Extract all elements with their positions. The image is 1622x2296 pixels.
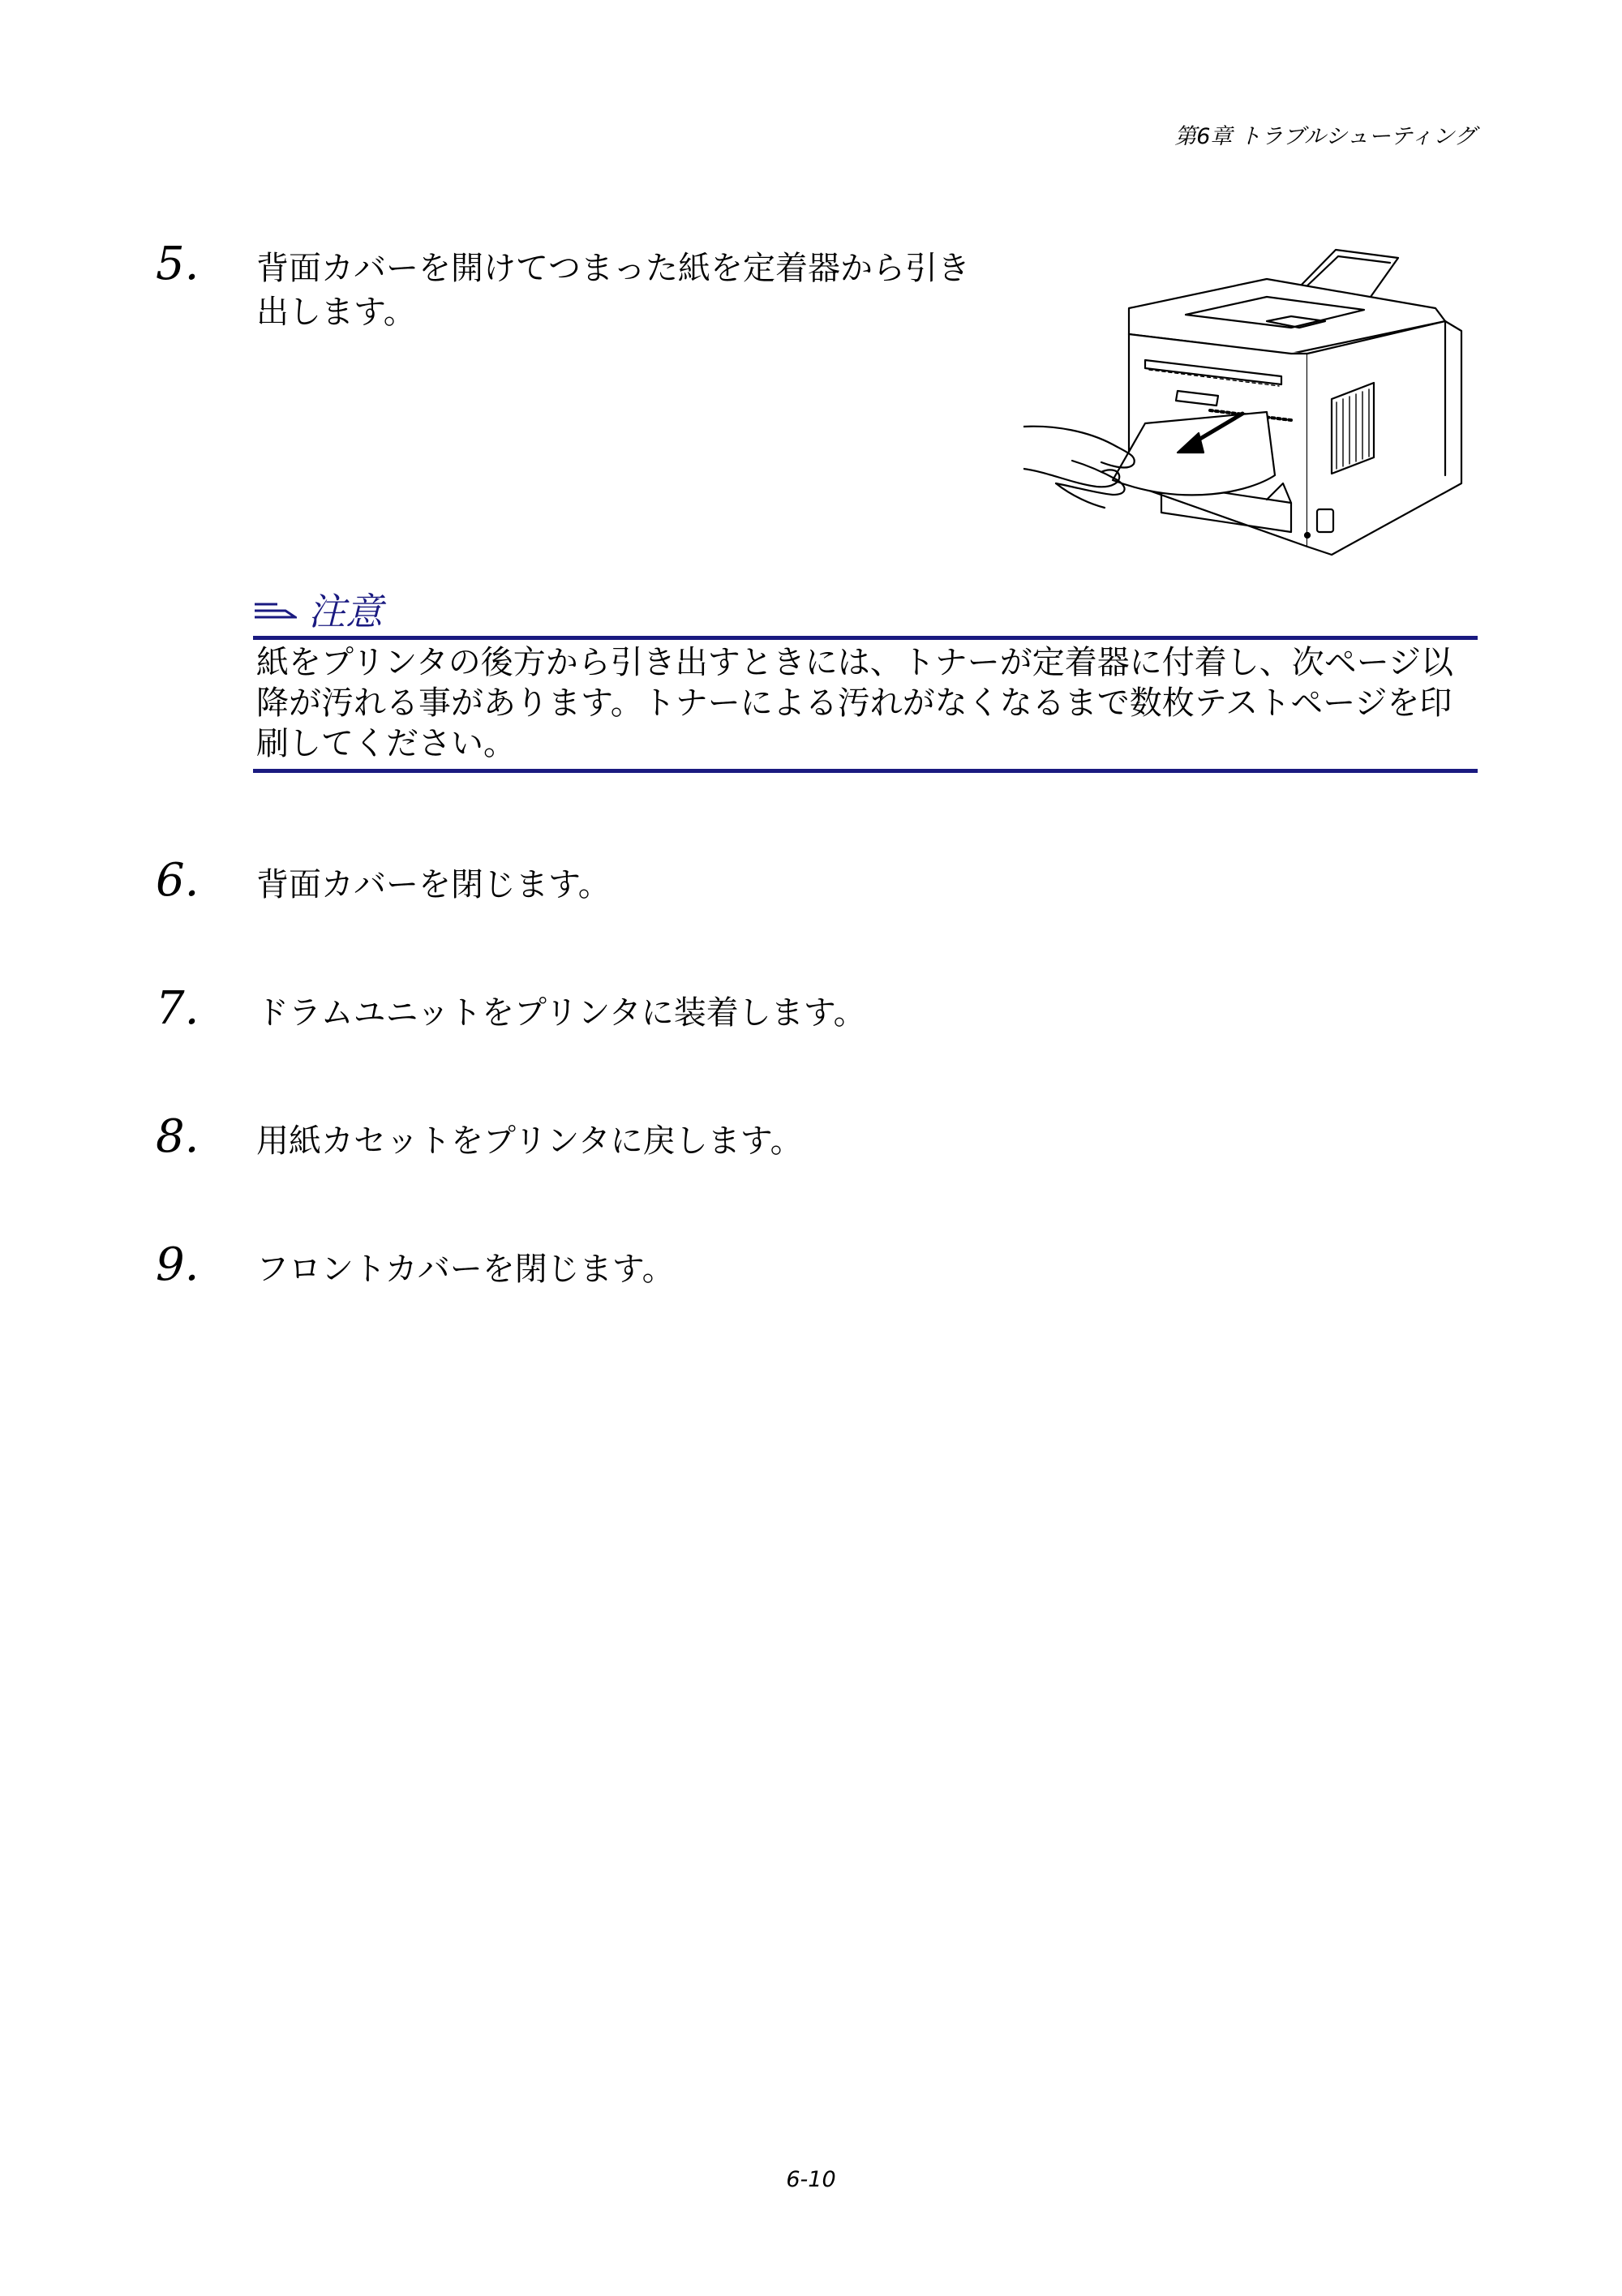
- printer-paper-jam-icon: [1023, 240, 1486, 556]
- step-text: ドラムユニットをプリンタに装着します。: [256, 994, 866, 1032]
- step-text: フロントカバーを閉じます。: [256, 1251, 675, 1288]
- step-number: 7.: [156, 982, 200, 1035]
- step-number: 9.: [156, 1238, 200, 1291]
- note-line: 刷してください。: [256, 725, 516, 762]
- note-line: 紙をプリンタの後方から引き出すときには、トナーが定着器に付着し、次ページ以: [256, 644, 1453, 681]
- chapter-header: 第6章 トラブルシューティング: [1174, 124, 1476, 149]
- step-text: 用紙カセットをプリンタに戻します。: [256, 1122, 803, 1160]
- note-body: [256, 642, 1478, 764]
- pen-icon: [253, 593, 297, 625]
- step-text: 背面カバーを閉じます。: [256, 866, 611, 903]
- step-number: 5.: [156, 238, 200, 290]
- step-number: 8.: [156, 1110, 200, 1163]
- note-title-text: 注意: [308, 590, 383, 633]
- step-text-line: 出します。: [256, 294, 416, 331]
- printer-illustration: [1023, 240, 1486, 556]
- step-text: [256, 247, 970, 334]
- note-line: 降が汚れる事があります。トナーによる汚れがなくなるまで数枚テストページを印: [256, 685, 1453, 722]
- note-title: [253, 584, 383, 634]
- note-divider-bottom: [253, 769, 1478, 773]
- page-number: 6-10: [786, 2167, 836, 2192]
- step-text-line: 背面カバーを開けてつまった紙を定着器から引き: [256, 250, 970, 287]
- note-divider-top: [253, 636, 1478, 640]
- step-number: 6.: [156, 854, 200, 907]
